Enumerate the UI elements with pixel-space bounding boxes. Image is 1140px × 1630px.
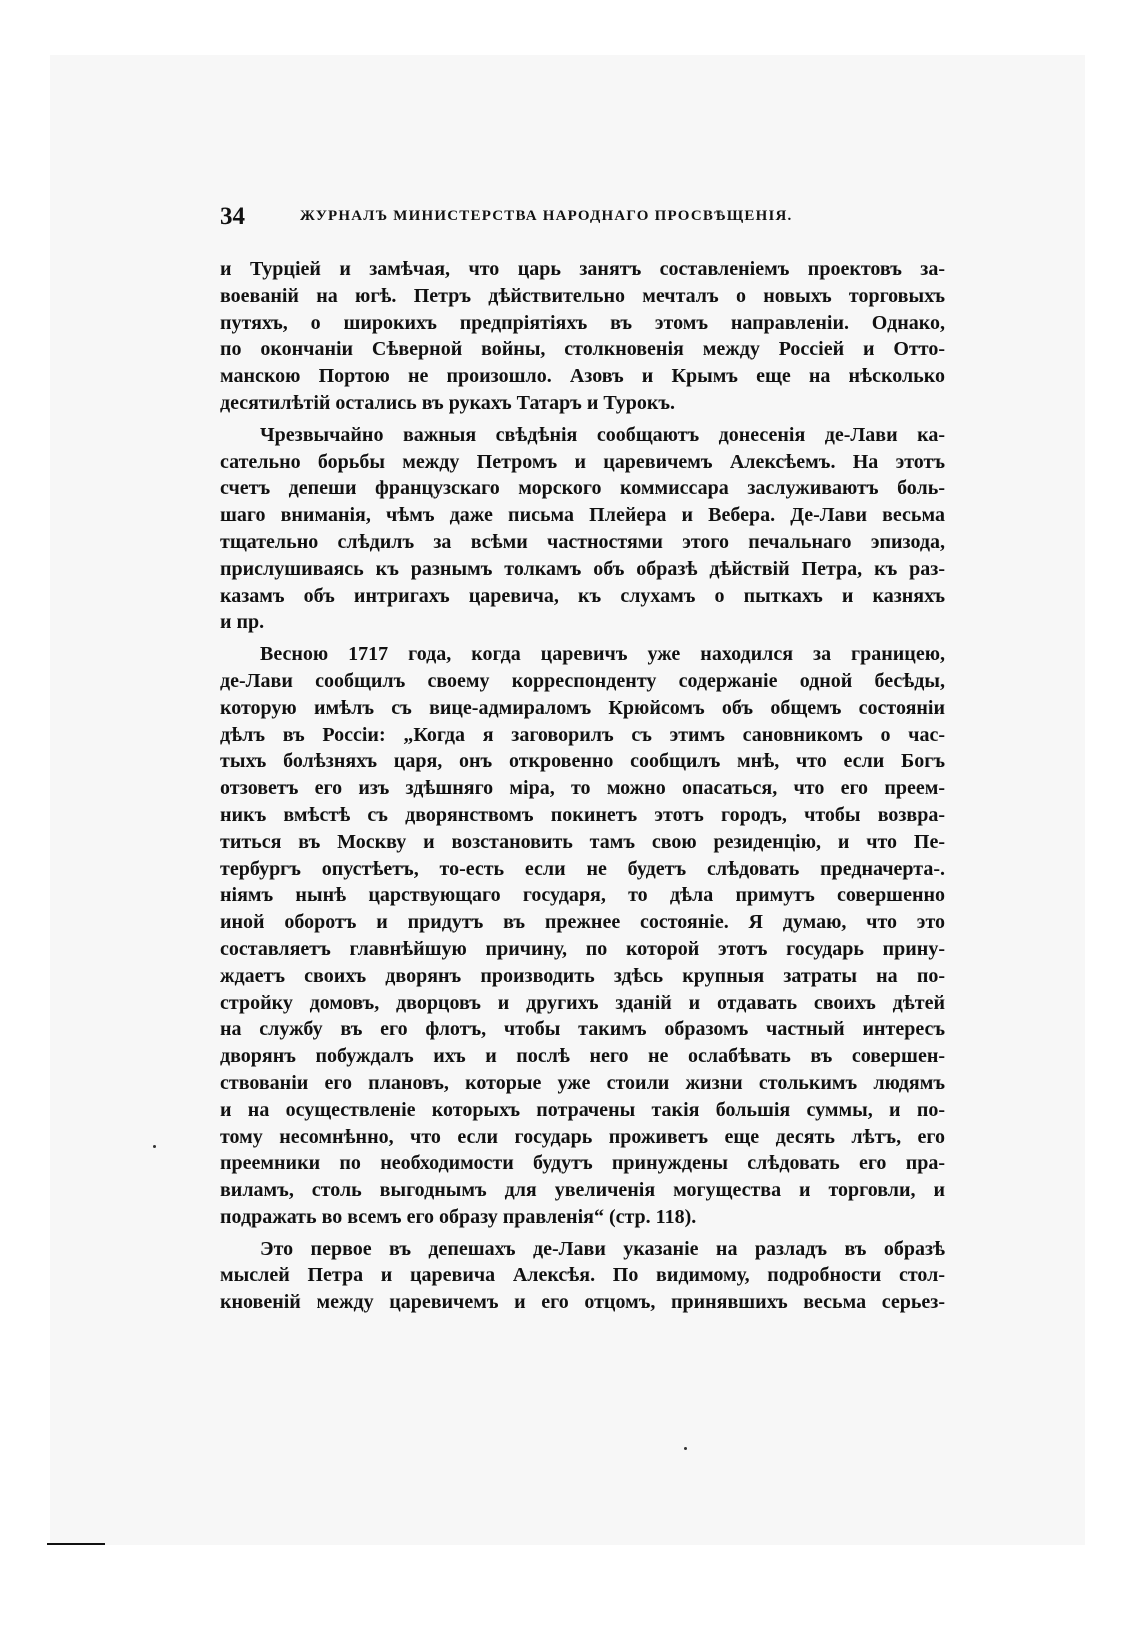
text-line: манскою Портою не произошло. Азовъ и Крымъ еще на нѣсколько	[220, 365, 945, 388]
text-line: счетъ депеши французскаго морского коммиссара заслуживаютъ боль-	[220, 477, 945, 500]
text-line: казамъ объ интригахъ царевича, къ слухамъ о пыткахъ и казняхъ	[220, 584, 945, 607]
margin-rule	[47, 1543, 105, 1545]
text-line: десятилѣтій остались въ рукахъ Татаръ и Турокъ.	[220, 391, 676, 414]
text-line: Чрезвычайно важныя свѣдѣнія сообщаютъ донесенія де-Лави ка-	[260, 423, 945, 446]
text-line: никъ вмѣстѣ съ дворянствомъ покинетъ этотъ городъ, чтобы возвра-	[220, 803, 945, 826]
text-line: на службу въ его флотъ, чтобы такимъ образомъ частный интересъ	[220, 1018, 945, 1041]
text-line: ствованіи его плановъ, которые уже стоили жизни столькимъ людямъ	[220, 1071, 945, 1094]
text-line: титься въ Москву и возстановить тамъ свою резиденцію, и что Пе-	[220, 830, 945, 853]
text-line: и на осуществленіе которыхъ потрачены такія большія суммы, и по-	[220, 1098, 945, 1121]
text-line: прислушиваясь къ разнымъ толкамъ объ образѣ дѣйствій Петра, къ раз-	[220, 557, 945, 580]
text-line: подражать во всемъ его образу правленія“ (стр. 118).	[220, 1205, 697, 1228]
page-header	[220, 203, 945, 233]
text-line: и пр.	[220, 611, 265, 634]
text-line: преемники по необходимости будутъ принуждены слѣдовать его пра-	[220, 1152, 945, 1175]
text-line: тщательно слѣдилъ за всѣми частностями этого печальнаго эпизода,	[220, 530, 945, 553]
speck-mark	[684, 1447, 687, 1450]
text-line: дѣлъ въ Россіи: „Когда я заговорилъ съ этимъ сановникомъ о час-	[220, 723, 945, 746]
running-title: ЖУРНАЛЪ МИНИСТЕРСТВА НАРОДНАГО ПРОСВѢЩЕНІЯ.	[300, 208, 793, 224]
text-line: тербургъ опустѣетъ, то-есть если не будетъ слѣдовать предначерта-.	[220, 857, 945, 880]
text-line: воеваній на югѣ. Петръ дѣйствительно мечталъ о новыхъ торговыхъ	[220, 284, 945, 307]
text-line: Это первое въ депешахъ де-Лави указаніе на разладъ въ образѣ	[260, 1237, 945, 1260]
body-text	[220, 256, 945, 1316]
text-line: стройку домовъ, дворцовъ и другихъ зданій и отдавать своихъ дѣтей	[220, 991, 945, 1014]
text-line: которую имѣлъ съ вице-адмираломъ Крюйсомъ объ общемъ состояніи	[220, 696, 945, 719]
text-line: тыхъ болѣзняхъ царя, онъ откровенно сообщилъ мнѣ, что если Богъ	[220, 750, 945, 773]
text-line: дворянъ побуждалъ ихъ и послѣ него не ослабѣвать въ совершен-	[220, 1045, 945, 1068]
text-line: Весною 1717 года, когда царевичъ уже находился за границею,	[260, 643, 945, 666]
text-line: ніямъ нынѣ царствующаго государя, то дѣла примутъ совершенно	[220, 884, 945, 907]
text-line: сательно борьбы между Петромъ и царевичемъ Алексѣемъ. На этотъ	[220, 450, 945, 473]
text-line: составляетъ главнѣйшую причину, по которой этотъ государь прину-	[220, 937, 945, 960]
page-number: 34	[220, 203, 245, 230]
text-line: и Турціей и замѣчая, что царь занятъ составленіемъ проектовъ за-	[220, 258, 945, 280]
text-line: по окончаніи Сѣверной войны, столкновенія между Россіей и Отто-	[220, 338, 945, 361]
text-line: виламъ, столь выгоднымъ для увеличенія могущества и торговли, и	[220, 1179, 945, 1202]
text-line: ждаетъ своихъ дворянъ производить здѣсь крупныя затраты на по-	[220, 964, 945, 987]
text-line: де-Лави сообщилъ своему корреспонденту содержаніе одной бесѣды,	[220, 669, 945, 692]
text-line: мыслей Петра и царевича Алексѣя. По видимому, подробности стол-	[220, 1264, 945, 1287]
text-line: шаго вниманія, чѣмъ даже письма Плейера и Вебера. Де-Лави весьма	[220, 504, 945, 527]
text-line: иной оборотъ и придутъ въ прежнее состояніе. Я думаю, что это	[220, 911, 945, 934]
speck-mark	[153, 1145, 156, 1148]
text-line: тому несомнѣнно, что если государь проживетъ еще десять лѣтъ, его	[220, 1125, 945, 1148]
text-line: путяхъ, о широкихъ предпріятіяхъ въ этомъ направленіи. Однако,	[220, 311, 945, 334]
text-line: кновеній между царевичемъ и его отцомъ, принявшихъ весьма серьез-	[220, 1291, 945, 1314]
text-line: отзоветъ его изъ здѣшняго міра, то можно опасаться, что его преем-	[220, 777, 945, 800]
